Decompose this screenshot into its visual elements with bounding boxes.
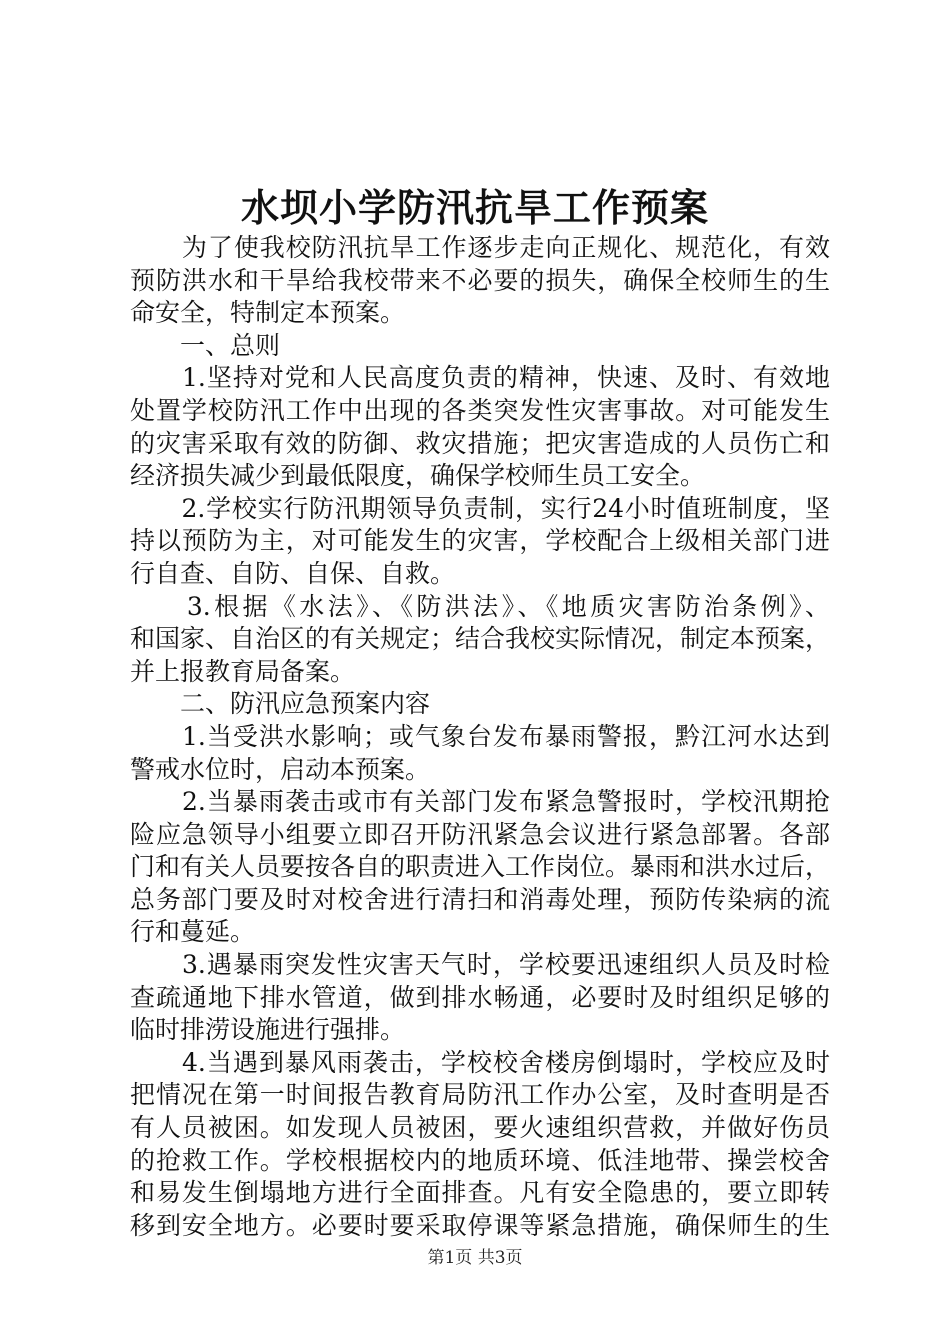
text-line: 持以预防为主，对可能发生的灾害，学校配合上级相关部门进 — [130, 526, 830, 556]
text-line: 有人员被困。如发现人员被困，要火速组织营救，并做好伤员 — [130, 1113, 830, 1143]
text-line: 的灾害采取有效的防御、救灾措施；把灾害造成的人员伤亡和 — [130, 428, 830, 458]
text-line: 行自查、自防、自保、自救。 — [130, 558, 456, 588]
text-line: 1.当受洪水影响；或气象台发布暴雨警报，黔江河水达到 — [130, 721, 830, 751]
text-line: 的抢救工作。学校根据校内的地质环境、低洼地带、操尝校舍 — [130, 1145, 830, 1175]
text-line: 警戒水位时，启动本预案。 — [130, 754, 431, 784]
text-line: 命安全，特制定本预案。 — [130, 298, 406, 328]
text-line: 总务部门要及时对校舍进行清扫和消毒处理，预防传染病的流 — [130, 884, 830, 914]
text-line: 2.当暴雨袭击或市有关部门发布紧急警报时，学校汛期抢 — [130, 787, 830, 817]
text-line: 移到安全地方。必要时要采取停课等紧急措施，确保师生的生 — [130, 1210, 830, 1240]
text-line: 3.遇暴雨突发性灾害天气时，学校要迅速组织人员及时检 — [130, 950, 830, 980]
text-line: 二、防汛应急预案内容 — [130, 689, 431, 719]
page-footer: 第1页 共3页 — [427, 1248, 523, 1268]
text-line: 查疏通地下排水管道，做到排水畅通，必要时及时组织足够的 — [130, 982, 830, 1012]
text-line: 和国家、自治区的有关规定；结合我校实际情况，制定本预案， — [130, 624, 831, 654]
text-line: 为了使我校防汛抗旱工作逐步走向正规化、规范化，有效 — [130, 233, 830, 262]
text-line: 2.学校实行防汛期领导负责制，实行24小时值班制度，坚 — [130, 493, 830, 523]
text-line: 险应急领导小组要立即召开防汛紧急会议进行紧急部署。各部 — [130, 819, 830, 849]
text-line: 行和蔓延。 — [130, 917, 256, 947]
document-body — [130, 232, 830, 1242]
text-line: 并上报教育局备案。 — [130, 656, 356, 686]
text-line: 和易发生倒塌地方进行全面排查。凡有安全隐患的，要立即转 — [130, 1178, 830, 1208]
text-line: 临时排涝设施进行强排。 — [130, 1015, 406, 1045]
text-line: 把情况在第一时间报告教育局防汛工作办公室，及时查明是否 — [130, 1080, 830, 1110]
text-line: 3.根据《水法》、《防洪法》、《地质灾害防治条例》、 — [130, 591, 830, 621]
text-line: 1.坚持对党和人民高度负责的精神，快速、及时、有效地 — [130, 363, 830, 393]
text-line: 经济损失减少到最低限度，确保学校师生员工安全。 — [130, 461, 706, 491]
text-line: 4.当遇到暴风雨袭击，学校校舍楼房倒塌时，学校应及时 — [130, 1047, 830, 1077]
text-line: 预防洪水和干旱给我校带来不必要的损失，确保全校师生的生 — [130, 265, 830, 295]
text-line: 门和有关人员要按各自的职责进入工作岗位。暴雨和洪水过后， — [130, 852, 831, 882]
text-line: 处置学校防汛工作中出现的各类突发性灾害事故。对可能发生 — [130, 395, 830, 425]
document-title: 水坝小学防汛抗旱工作预案 — [240, 185, 709, 230]
text-line: 一、总则 — [130, 330, 281, 360]
